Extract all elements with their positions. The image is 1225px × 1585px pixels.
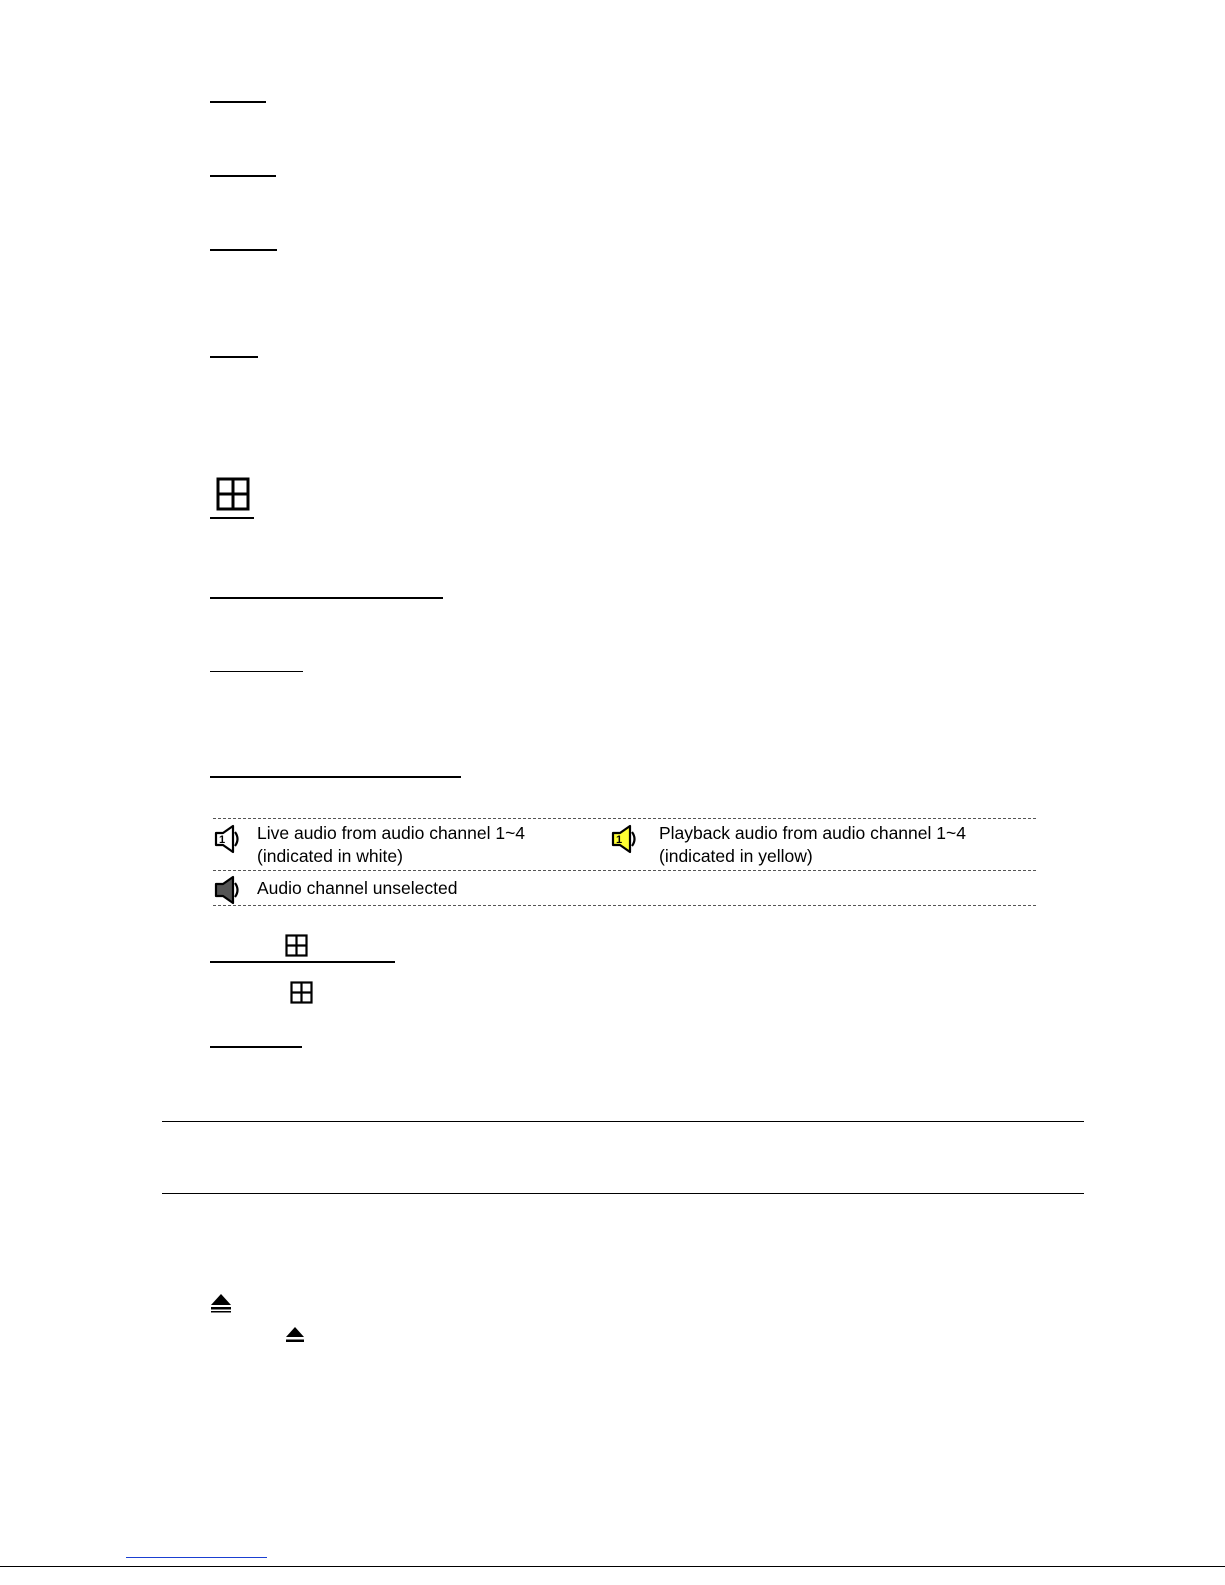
- footer-rule: [0, 1566, 1225, 1567]
- heading-underline-5: [210, 517, 254, 519]
- playback-audio-label-line1: Playback audio from audio channel 1~4: [659, 823, 966, 843]
- quad-display-icon: [285, 934, 308, 957]
- heading-underline-10: [210, 1046, 302, 1048]
- heading-underline-7: [210, 671, 303, 672]
- live-audio-label-line1: Live audio from audio channel 1~4: [257, 823, 526, 843]
- footer-link-underline[interactable]: [126, 1557, 267, 1558]
- heading-underline-1: [210, 101, 266, 103]
- quad-display-icon: [290, 981, 313, 1004]
- speaker-live-icon: [213, 824, 243, 854]
- quad-display-icon: [216, 477, 250, 511]
- heading-underline-2: [210, 175, 276, 177]
- table-rule-bottom: [213, 905, 1036, 906]
- unselected-audio-label: Audio channel unselected: [257, 878, 458, 898]
- heading-underline-8: [210, 776, 461, 778]
- note-rule-bottom: [162, 1193, 1084, 1194]
- svg-text:1: 1: [219, 834, 226, 846]
- eject-icon: [284, 1325, 306, 1345]
- heading-underline-6: [210, 597, 443, 599]
- note-rule-top: [162, 1121, 1084, 1122]
- heading-underline-4: [210, 356, 258, 358]
- speaker-unselected-icon: [213, 875, 243, 905]
- table-rule-top: [213, 818, 1036, 819]
- heading-underline-3: [210, 249, 277, 251]
- heading-underline-9: [210, 961, 395, 963]
- eject-icon: [209, 1292, 233, 1314]
- playback-audio-label-line2: (indicated in yellow): [659, 846, 813, 866]
- table-rule-middle: [213, 870, 1036, 871]
- live-audio-label-line2: (indicated in white): [257, 846, 403, 866]
- speaker-playback-icon: [610, 824, 640, 854]
- svg-text:1: 1: [616, 834, 623, 846]
